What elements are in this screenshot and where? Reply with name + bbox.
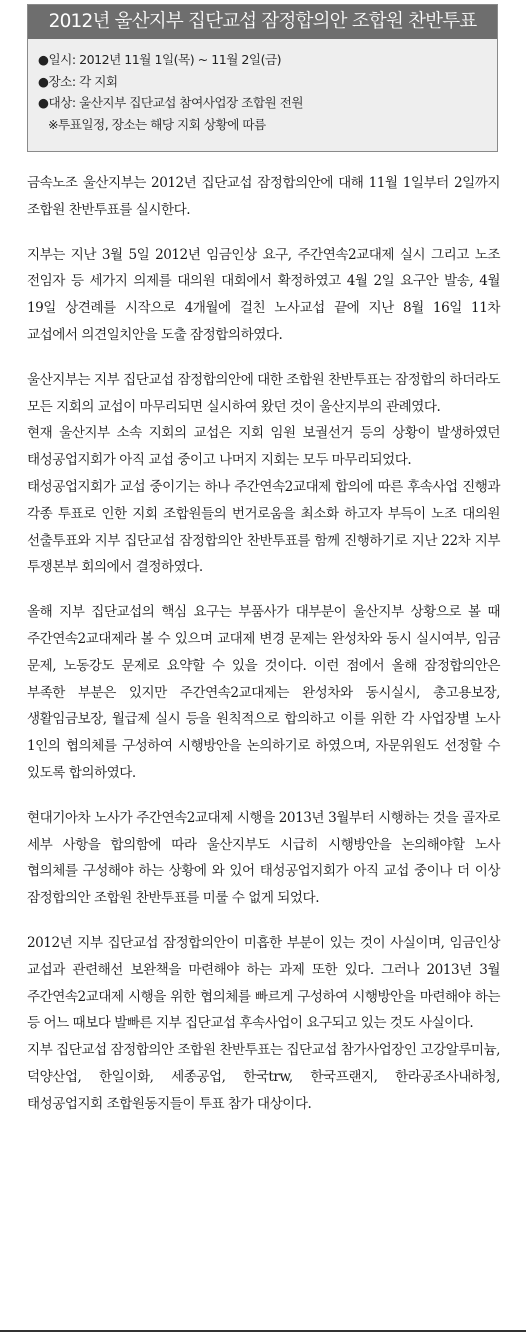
info-place: ●장소: 각 지회 (38, 73, 118, 89)
paragraph: 지부 집단교섭 잠정합의안 조합원 찬반투표는 집단교섭 참가사업장인 고강알루미늄, 덕양산업, 한일이화, 세종공업, 한국trw, 한국프랜지, 한라공조사내하청, 태성공업지회 조합원동지들이 투표 참가 대상이다. (27, 1042, 500, 1112)
bottom-divider (0, 1330, 526, 1332)
paragraph: 올해 지부 집단교섭의 핵심 요구는 부품사가 대부분이 울산지부 상황으로 볼 때 주간연속2교대제라 볼 수 있으며 교대제 변경 문제는 완성차와 동시 실시여부, 임금 문제, 노동강도 문제로 요약할 수 있을 것이다. 이런 점에서 올해 잠정합의안은 부족한 부분은 있지만 주간연속2교대제는 완성차와 동시실시, 총고용보장, 생활임금보장, 월급제 실시 등을 원칙적으로 합의하고 이를 위한 각 사업장별 노사 1인의 협의체를 구성하여 시행방안을 논의하기로 하였으며, 자문위원도 선정할 수 있도록 합의하였다. (27, 604, 500, 781)
info-note: ※투표일정, 장소는 해당 지회 상황에 따름 (48, 116, 266, 132)
vote-info-box (27, 4, 498, 152)
paragraph: 현재 울산지부 소속 지회의 교섭은 지회 임원 보궐선거 등의 상황이 발생하였던 태성공업지회가 아직 교섭 중이고 나머지 지회는 모두 마무리되었다. (27, 425, 500, 469)
paragraph: 태성공업지회가 교섭 중이기는 하나 주간연속2교대제 합의에 따른 후속사업 진행과 각종 투표로 인한 지회 조합원들의 번거로움을 최소화 하고자 부득이 노조 대의원 선출투표와 지부 집단교섭 잠정합의안 찬반투표를 함께 진행하기로 지난 22차 지부 투쟁본부 회의에서 결정하였다. (27, 478, 500, 576)
paragraph: 현대기아차 노사가 주간연속2교대제 시행을 2013년 3월부터 시행하는 것을 골자로 세부 사항을 합의함에 따라 울산지부도 시급히 시행방안을 논의해야할 노사 협의체를 구성해야 하는 상황에 와 있어 태성공업지회가 아직 교섭 중이나 더 이상 잠정합의안 조합원 찬반투표를 미룰 수 없게 되었다. (27, 809, 500, 907)
vote-info-list (28, 39, 497, 135)
paragraph: 2012년 지부 집단교섭 잠정합의안이 미흡한 부분이 있는 것이 사실이며, 임금인상 교섭과 관련해선 보완책을 마련해야 하는 과제 또한 있다. 그러나 2013년 3월 주간연속2교대제 시행을 위한 협의체를 빠르게 구성하여 시행방안을 마련해야 하는 등 어느 때보다 발빠른 지부 집단교섭 후속사업이 요구되고 있는 것도 사실이다. (27, 934, 500, 1032)
paragraph: 지부는 지난 3월 5일 2012년 임금인상 요구, 주간연속2교대제 실시 그리고 노조 전임자 등 세가지 의제를 대의원 대회에서 확정하였고 4월 2일 요구안 발송, 4월 19일 상견례를 시작으로 4개월에 걸친 노사교섭 끝에 지난 8월 16일 11차 교섭에서 의견일치안을 도출 잠정합의하였다. (27, 246, 500, 343)
paragraph: 금속노조 울산지부는 2012년 집단교섭 잠정합의안에 대해 11월 1일부터 2일까지 조합원 찬반투표를 실시한다. (27, 175, 500, 218)
paragraph: 울산지부는 지부 집단교섭 잠정합의안에 대한 조합원 찬반투표는 잠정합의 하더라도 모든 지회의 교섭이 마무리되면 실시하여 왔던 것이 울산지부의 관례였다. (27, 371, 500, 415)
info-target: ●대상: 울산지부 집단교섭 참여사업장 조합원 전원 (38, 95, 304, 110)
info-date: ●일시: 2012년 11월 1일(목) ~ 11월 2일(금) (38, 52, 282, 67)
box-title: 2012년 울산지부 집단교섭 잠정합의안 조합원 찬반투표 (28, 5, 497, 39)
article-body (27, 170, 500, 1118)
